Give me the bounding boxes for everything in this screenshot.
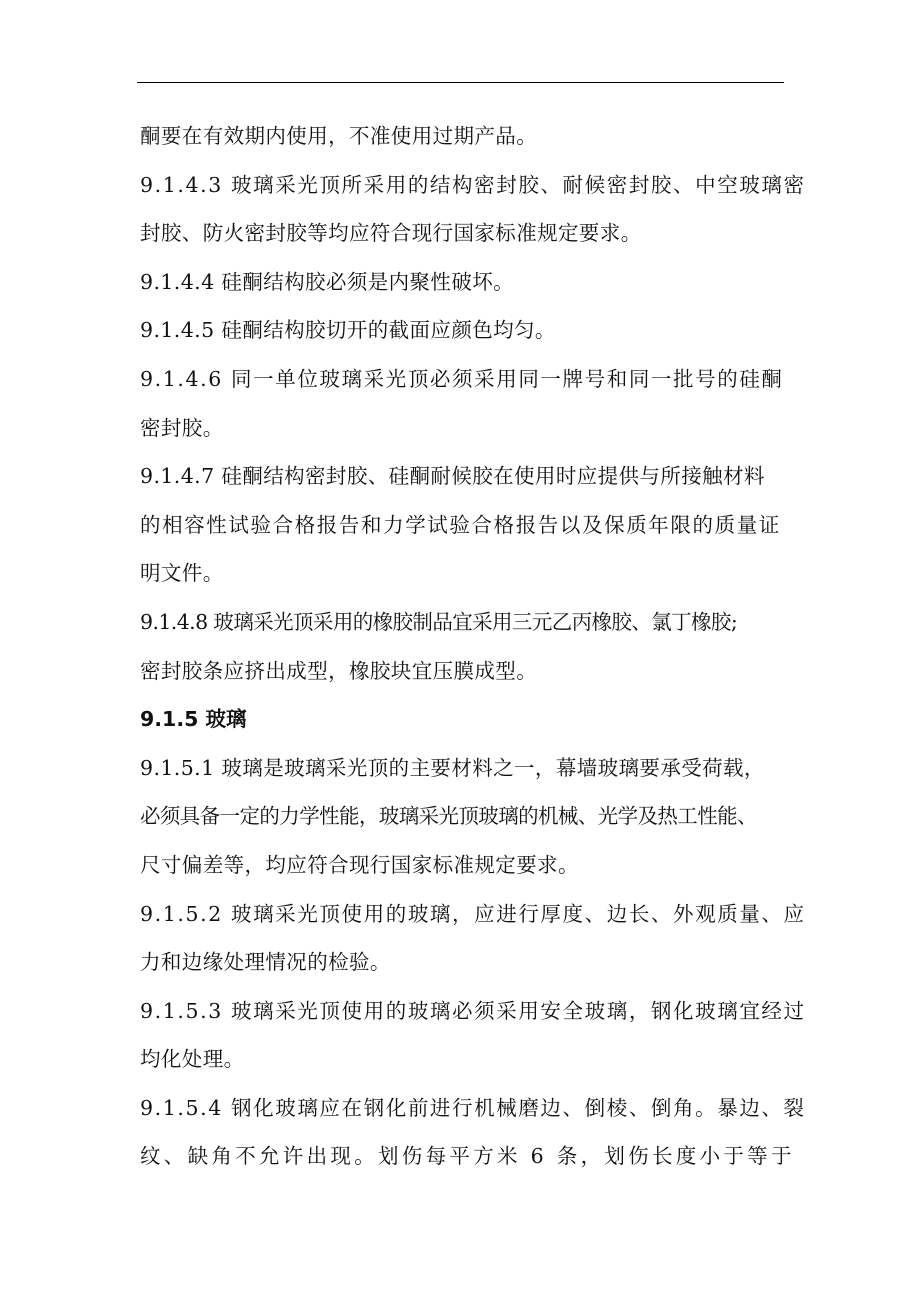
text-line: 密封胶。 — [140, 415, 224, 440]
text-line: 均化处理。 — [140, 1047, 245, 1072]
text-line: 的相容性试验合格报告和力学试验合格报告以及保质年限的质量证 — [140, 512, 781, 537]
text-line: 9.1.4.5 硅酮结构胶切开的截面应颜色均匀。 — [140, 318, 556, 343]
header-rule — [137, 82, 784, 83]
text-line: 力和边缘处理情况的检验。 — [140, 950, 391, 975]
text-line: 尺寸偏差等，均应符合现行国家标准规定要求。 — [140, 852, 579, 877]
document-body — [140, 112, 806, 1181]
text-line: 9.1.4.4 硅酮结构胶必须是内聚性破坏。 — [140, 269, 515, 294]
text-line: 9.1.5.4 钢化玻璃应在钢化前进行机械磨边、倒棱、倒角。暴边、裂 — [140, 1095, 806, 1120]
text-line: 密封胶条应挤出成型，橡胶块宜压膜成型。 — [140, 658, 538, 683]
text-line: 酮要在有效期内使用，不准使用过期产品。 — [140, 124, 538, 148]
text-line: 9.1.5.1 玻璃是玻璃采光顶的主要材料之一，幕墙玻璃要承受荷载， — [140, 755, 765, 780]
text-line: 9.1.5.3 玻璃采光顶使用的玻璃必须采用安全玻璃，钢化玻璃宜经过 — [140, 998, 806, 1023]
text-line: 封胶、防火密封胶等均应符合现行国家标准规定要求。 — [140, 221, 642, 246]
text-line: 9.1.5.2 玻璃采光顶使用的玻璃，应进行厚度、边长、外观质量、应 — [140, 901, 806, 926]
text-line: 9.1.4.7 硅酮结构密封胶、硅酮耐候胶在使用时应提供与所接触材料 — [140, 464, 765, 489]
section-heading: 9.1.5 玻璃 — [140, 707, 247, 732]
text-line: 9.1.4.8 玻璃采光顶采用的橡胶制品宜采用三元乙丙橡胶、氯丁橡胶; — [140, 609, 738, 634]
text-line: 9.1.4.6 同一单位玻璃采光顶必须采用同一牌号和同一批号的硅酮 — [140, 366, 784, 391]
text-line: 纹、缺角不允许出现。划伤每平方米 6 条，划伤长度小于等于 — [140, 1144, 795, 1169]
text-line: 明文件。 — [140, 561, 224, 586]
text-line: 9.1.4.3 玻璃采光顶所采用的结构密封胶、耐候密封胶、中空玻璃密 — [140, 172, 806, 197]
text-line: 必须具备一定的力学性能，玻璃采光顶玻璃的机械、光学及热工性能、 — [140, 804, 757, 829]
